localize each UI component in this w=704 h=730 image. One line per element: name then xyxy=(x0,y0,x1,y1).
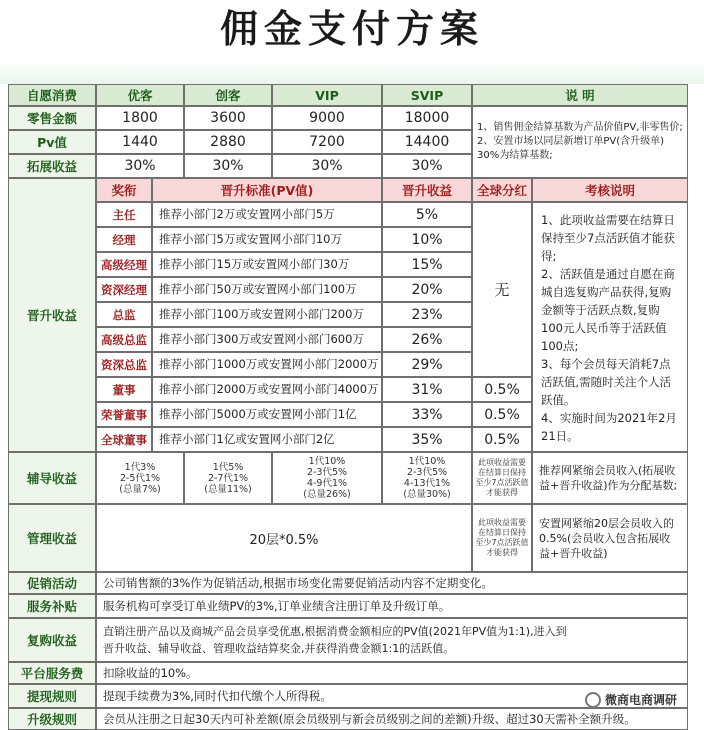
rank-name: 高级总监 xyxy=(96,327,152,352)
rank-global-dividend: 0.5% xyxy=(472,377,532,402)
row-upgrade-label: 升级规则 xyxy=(8,708,96,730)
retail-vip: 9000 xyxy=(272,106,382,130)
rank-name: 经理 xyxy=(96,227,152,252)
header-voluntary: 自愿消费 xyxy=(8,84,96,106)
row-promotion-text: 公司销售额的3%作为促销活动,根据市场变化需要促销活动内容不定期变化。 xyxy=(96,572,688,594)
expand-vip: 30% xyxy=(272,154,382,178)
manage-label: 管理收益 xyxy=(8,504,96,572)
expand-chuangke: 30% xyxy=(184,154,272,178)
promo-header-rank: 奖衔 xyxy=(96,178,152,202)
pv-chuangke: 2880 xyxy=(184,130,272,154)
coach-youke: 1代3% 2-5代1% (总量7%) xyxy=(96,452,184,504)
page-title: 佣金支付方案 xyxy=(219,6,484,51)
coach-chuangke: 1代5% 2-7代1% (总量11%) xyxy=(184,452,272,504)
rank-income: 15% xyxy=(382,252,472,277)
row-withdraw-text: 提现手续费为3%,同时代扣代缴个人所得税。 xyxy=(96,684,688,708)
rank-name: 总监 xyxy=(96,302,152,327)
rank-income: 29% xyxy=(382,352,472,377)
manage-desc: 安置网紧缩20层会员收入的0.5%(会员收入包含拓展收益+晋升收益) xyxy=(532,504,688,572)
promo-header-standard: 晋升标准(PV值) xyxy=(152,178,382,202)
rank-income: 23% xyxy=(382,302,472,327)
coach-condition: 此项收益需要在结算日保持至少7点活跃值才能获得 xyxy=(472,452,532,504)
rank-income: 35% xyxy=(382,427,472,452)
promo-label: 晋升收益 xyxy=(8,178,96,452)
wechat-icon xyxy=(585,692,601,708)
rank-standard: 推荐小部门2000万或安置网小部门4000万 xyxy=(152,377,382,402)
coach-vip: 1代10% 2-3代5% 4-9代1% (总量26%) xyxy=(272,452,382,504)
rank-global-dividend: 0.5% xyxy=(472,402,532,427)
expand-svip: 30% xyxy=(382,154,472,178)
pv-vip: 7200 xyxy=(272,130,382,154)
manage-condition: 此项收益需要在结算日保持至少7点活跃值才能获得 xyxy=(472,504,532,572)
header-chuangke: 创客 xyxy=(184,84,272,106)
header-note: 说 明 xyxy=(472,84,688,106)
rank-standard: 推荐小部门100万或安置网小部门200万 xyxy=(152,302,382,327)
header-svip: SVIP xyxy=(382,84,472,106)
coach-svip: 1代10% 2-3代5% 4-13代1% (总量30%) xyxy=(382,452,472,504)
pv-svip: 14400 xyxy=(382,130,472,154)
header-vip: VIP xyxy=(272,84,382,106)
note-text: 1、销售佣金结算基数为产品价值PV,非零售价; 2、安置市场以同层新增订单PV(含升级单) 30%为结算基数; xyxy=(472,106,688,178)
expand-label: 拓展收益 xyxy=(8,154,96,178)
rank-income: 5% xyxy=(382,202,472,227)
coach-desc: 推荐网紧缩会员收入(拓展收益+晋升收益)作为分配基数; xyxy=(532,452,688,504)
rank-standard: 推荐小部门2万或安置网小部门5万 xyxy=(152,202,382,227)
rank-standard: 推荐小部门300万或安置网小部门600万 xyxy=(152,327,382,352)
promo-header-global: 全球分红 xyxy=(472,178,532,202)
rank-income: 31% xyxy=(382,377,472,402)
rank-name: 资深总监 xyxy=(96,352,152,377)
pv-youke: 1440 xyxy=(96,130,184,154)
promo-header-check: 考核说明 xyxy=(532,178,688,202)
row-repurchase-text: 直销注册产品以及商城产品会员享受优惠,根据消费金额相应的PV值(2021年PV值为1:1),进入到 晋升收益、辅导收益、管理收益结算奖金,并获得消费金额1:1的活跃值。 xyxy=(96,618,688,662)
retail-label: 零售金额 xyxy=(8,106,96,130)
rank-income: 33% xyxy=(382,402,472,427)
watermark-text: 微商电商调研 xyxy=(605,693,678,707)
rank-income: 26% xyxy=(382,327,472,352)
retail-youke: 1800 xyxy=(96,106,184,130)
title-band xyxy=(0,62,704,84)
row-service-text: 服务机构可享受订单业绩PV的3%,订单业绩含注册订单及升级订单。 xyxy=(96,594,688,618)
check-text: 1、此项收益需要在结算日保持至少7点活跃值才能获得; 2、活跃值是通过自愿在商城自选复购产品获得,复购金额等于活跃点数,复购100元人民币等于活跃值100点; 3、每个会员每天消耗7点活跃值,需随时关注个人活跃值。 4、实施时间为2021年2月21日。 xyxy=(532,202,688,452)
watermark xyxy=(585,691,677,708)
row-platform-text: 扣除收益的10%。 xyxy=(96,662,688,684)
rank-name: 全球董事 xyxy=(96,427,152,452)
rank-global-dividend: 0.5% xyxy=(472,427,532,452)
manage-value: 20层*0.5% xyxy=(96,504,472,572)
row-repurchase-label: 复购收益 xyxy=(8,618,96,662)
rank-name: 资深经理 xyxy=(96,277,152,302)
row-upgrade-text: 会员从注册之日起30天内可补差额(原会员级别与新会员级别之间的差额)升级、超过30天需补全额升级。 xyxy=(96,708,688,730)
rank-name: 高级经理 xyxy=(96,252,152,277)
row-platform-label: 平台服务费 xyxy=(8,662,96,684)
rank-standard: 推荐小部门50万或安置网小部门100万 xyxy=(152,277,382,302)
row-service-label: 服务补贴 xyxy=(8,594,96,618)
rank-income: 10% xyxy=(382,227,472,252)
pv-label: Pv值 xyxy=(8,130,96,154)
rank-income: 20% xyxy=(382,277,472,302)
coach-label: 辅导收益 xyxy=(8,452,96,504)
commission-table xyxy=(8,84,688,730)
rank-standard: 推荐小部门5000万或安置网小部门1亿 xyxy=(152,402,382,427)
rank-standard: 推荐小部门5万或安置网小部门10万 xyxy=(152,227,382,252)
row-withdraw-label: 提现规则 xyxy=(8,684,96,708)
rank-name: 主任 xyxy=(96,202,152,227)
rank-name: 董事 xyxy=(96,377,152,402)
header-youke: 优客 xyxy=(96,84,184,106)
expand-youke: 30% xyxy=(96,154,184,178)
rank-standard: 推荐小部门15万或安置网小部门30万 xyxy=(152,252,382,277)
rank-name: 荣誉董事 xyxy=(96,402,152,427)
rank-standard: 推荐小部门1000万或安置网小部门2000万 xyxy=(152,352,382,377)
retail-chuangke: 3600 xyxy=(184,106,272,130)
promo-header-income: 晋升收益 xyxy=(382,178,472,202)
rank-standard: 推荐小部门1亿或安置网小部门2亿 xyxy=(152,427,382,452)
row-promotion-label: 促销活动 xyxy=(8,572,96,594)
retail-svip: 18000 xyxy=(382,106,472,130)
global-none: 无 xyxy=(472,202,532,377)
